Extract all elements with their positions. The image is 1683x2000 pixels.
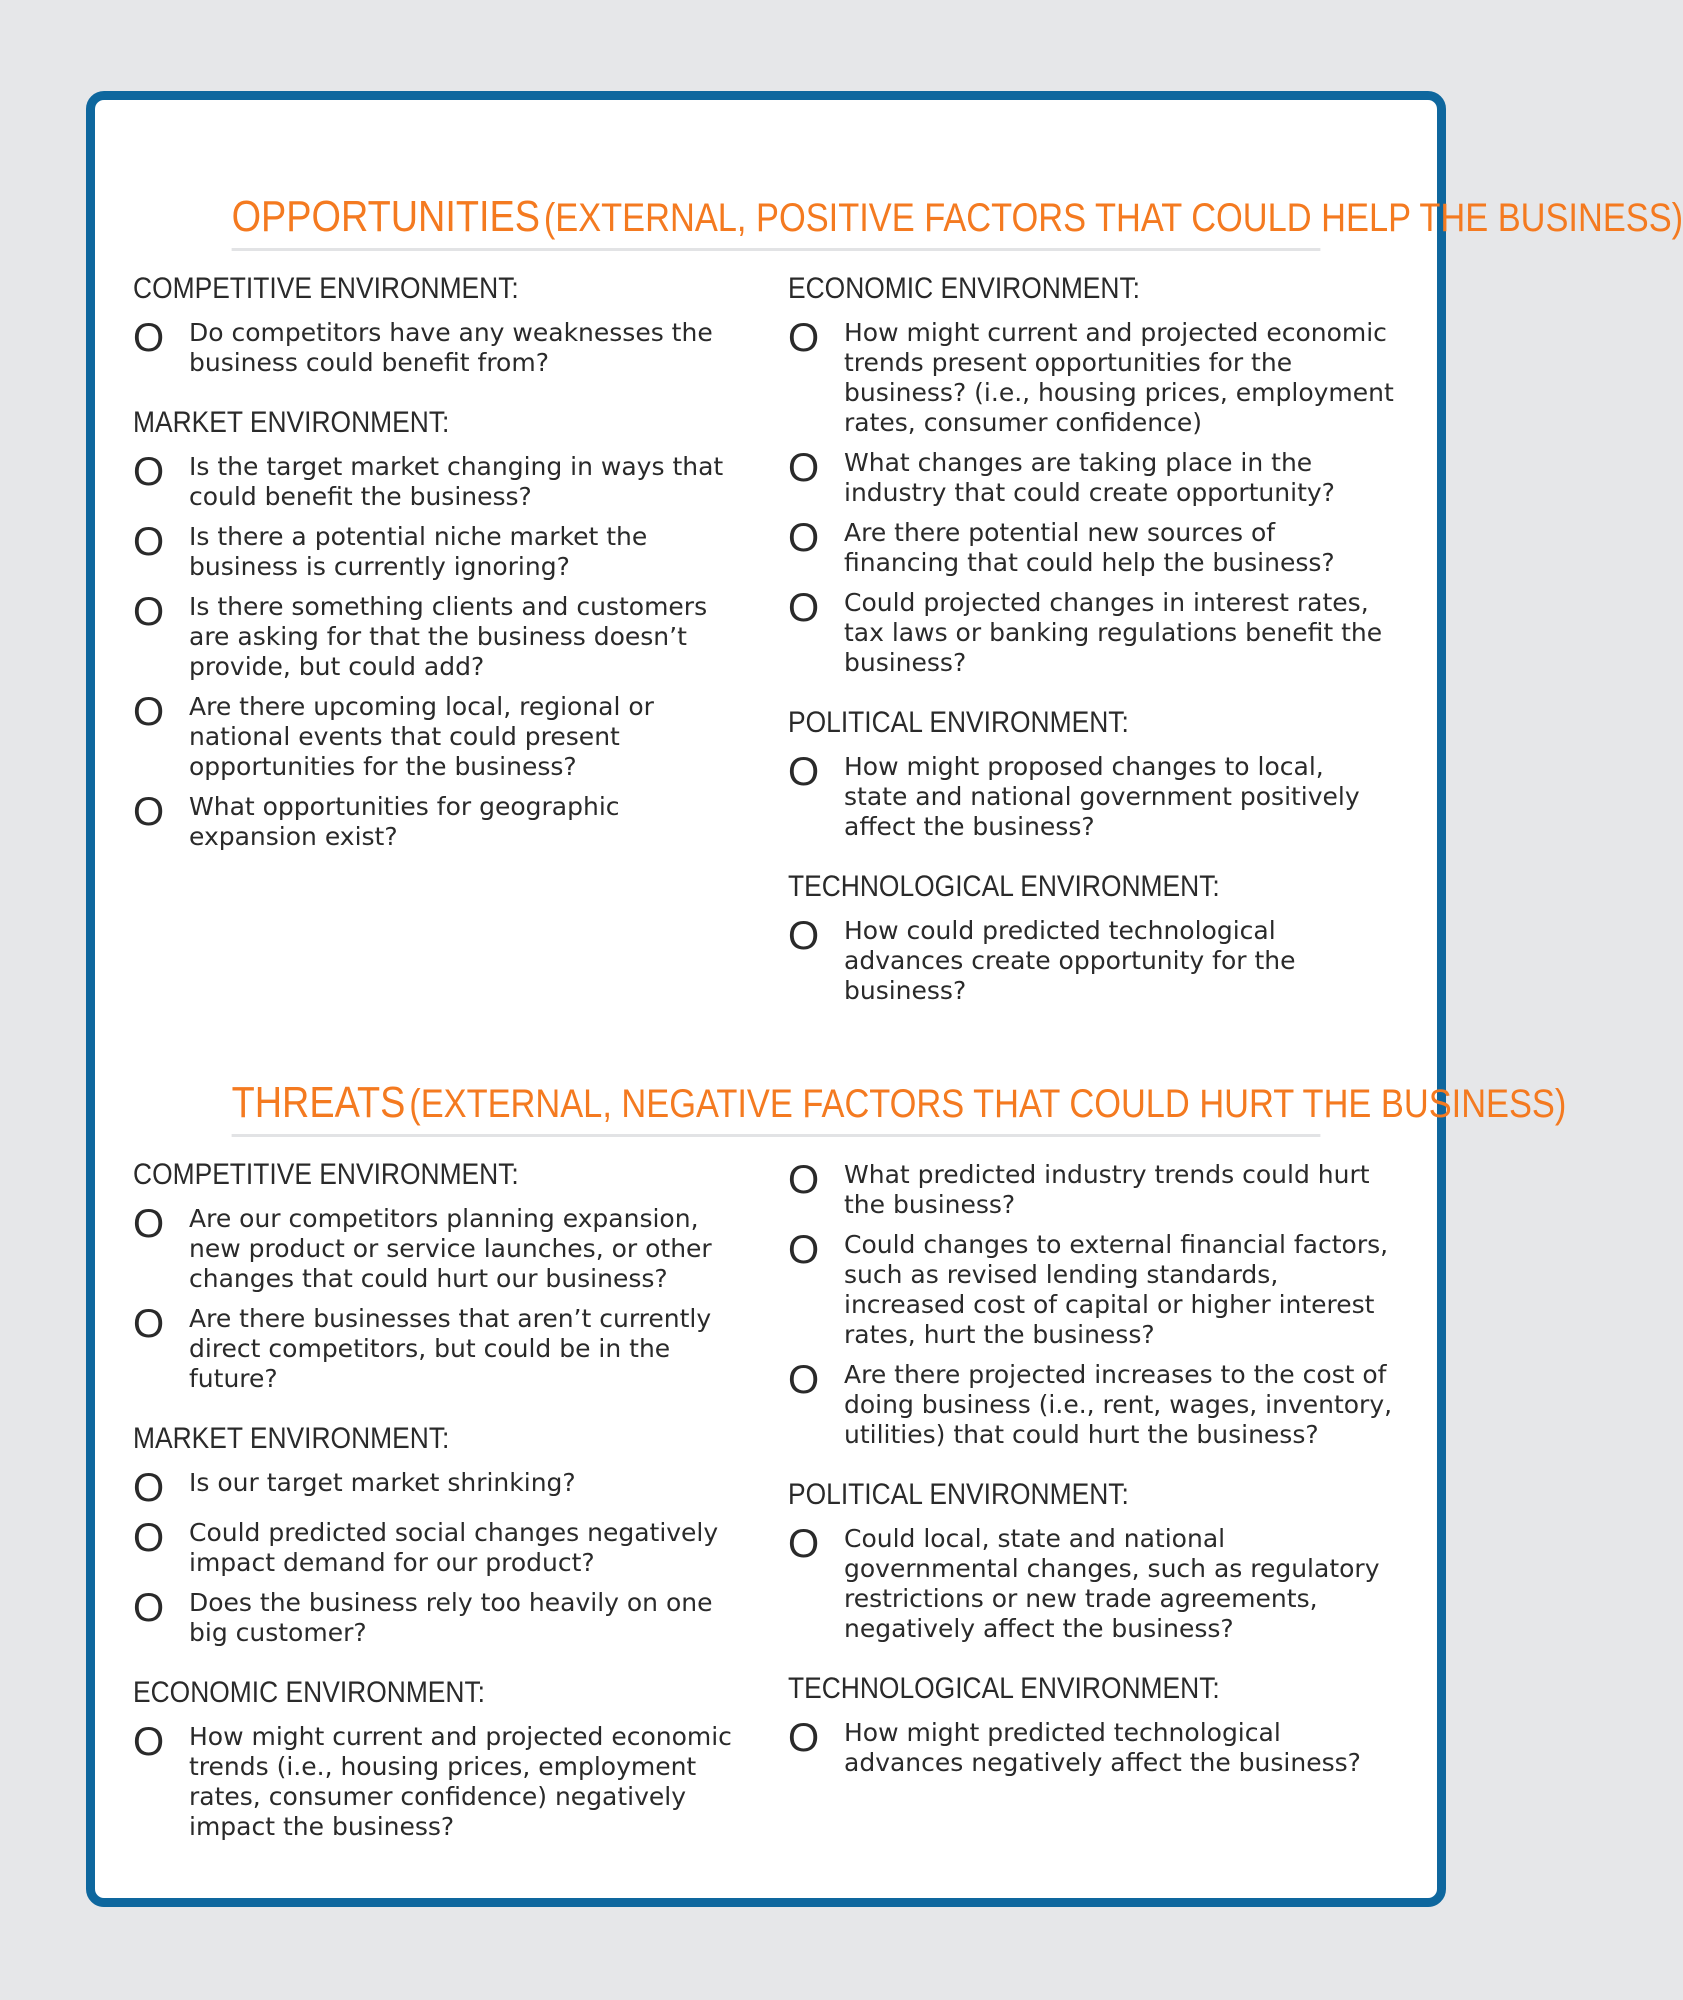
checklist-item <box>133 692 743 782</box>
checklist-item <box>133 1588 743 1648</box>
category-heading: TECHNOLOGICAL ENVIRONMENT: <box>788 1672 1220 1705</box>
category-heading: ECONOMIC ENVIRONMENT: <box>788 272 1141 305</box>
question-text: How might current and projected economic trends (i.e., housing prices, employment rates, consumer confidence) negatively impact the business? <box>189 1722 732 1841</box>
checkbox-circle-icon[interactable]: O <box>788 1358 820 1402</box>
checklist-item <box>788 518 1398 578</box>
group-spacer <box>788 1450 1398 1462</box>
question-text: Is there something clients and customers are asking for that the business doesn’t provide, but could add? <box>189 592 708 681</box>
opportunities-left-column <box>133 270 743 864</box>
group-spacer <box>788 678 1398 690</box>
category-heading: MARKET ENVIRONMENT: <box>133 1422 450 1455</box>
category-heading: COMPETITIVE ENVIRONMENT: <box>133 272 519 305</box>
checklist-item <box>133 318 743 378</box>
checklist-item <box>788 448 1398 508</box>
checkbox-circle-icon[interactable]: O <box>133 1302 165 1346</box>
checklist-item <box>133 522 743 582</box>
group-spacer <box>788 1644 1398 1656</box>
question-text: Could local, state and national governmental changes, such as regulatory restrictions or new trade agreements, negatively affect the business? <box>844 1524 1380 1643</box>
group-spacer <box>788 1778 1398 1790</box>
question-text: Are there potential new sources of financing that could help the business? <box>844 518 1335 577</box>
category-heading: TECHNOLOGICAL ENVIRONMENT: <box>788 870 1220 903</box>
question-text: Could projected changes in interest rates, tax laws or banking regulations benefit the business? <box>844 588 1383 677</box>
question-text: Do competitors have any weaknesses the business could benefit from? <box>189 318 713 377</box>
checkbox-circle-icon[interactable]: O <box>133 520 165 564</box>
opportunities-subtitle: (EXTERNAL, POSITIVE FACTORS THAT COULD HELP THE BUSINESS) <box>543 196 1683 240</box>
checkbox-circle-icon[interactable]: O <box>788 516 820 560</box>
checkbox-circle-icon[interactable]: O <box>133 1586 165 1630</box>
question-text: Are there businesses that aren’t currently direct competitors, but could be in the future? <box>189 1304 712 1393</box>
checkbox-circle-icon[interactable]: O <box>788 1716 820 1760</box>
question-text: How might predicted technological advances negatively affect the business? <box>844 1718 1361 1777</box>
checkbox-circle-icon[interactable]: O <box>788 1228 820 1272</box>
checkbox-circle-icon[interactable]: O <box>788 750 820 794</box>
question-text: Are there upcoming local, regional or national events that could present opportunities for the business? <box>189 692 654 781</box>
question-text: What opportunities for geographic expansion exist? <box>189 792 620 851</box>
checkbox-circle-icon[interactable]: O <box>133 1466 165 1510</box>
category-heading: MARKET ENVIRONMENT: <box>133 406 450 439</box>
group-spacer <box>133 852 743 864</box>
question-text: Could changes to external financial factors, such as revised lending standards, increased cost of capital or higher interest rates, hurt the business? <box>844 1230 1389 1349</box>
swot-card <box>86 91 1683 1907</box>
question-text: How might current and projected economic trends present opportunities for the business? (i.e., housing prices, employment rates, consumer confidence) <box>844 318 1394 437</box>
checkbox-circle-icon[interactable]: O <box>788 914 820 958</box>
checklist-item <box>788 1718 1398 1778</box>
checklist-item <box>133 792 743 852</box>
checkbox-circle-icon[interactable]: O <box>788 1158 820 1202</box>
checklist-item <box>788 588 1398 678</box>
checklist-item <box>133 592 743 682</box>
threats-left-column <box>133 1156 743 1854</box>
checkbox-circle-icon[interactable]: O <box>133 790 165 834</box>
threats-title: THREATS <box>231 1078 406 1127</box>
checklist-item <box>133 1204 743 1294</box>
question-text: Could predicted social changes negatively impact demand for our product? <box>189 1518 719 1577</box>
question-text: How might proposed changes to local, state and national government positively affect the business? <box>844 752 1360 841</box>
checkbox-circle-icon[interactable]: O <box>133 1720 165 1764</box>
question-text: What predicted industry trends could hurt the business? <box>844 1160 1370 1219</box>
checklist-item <box>788 1160 1398 1220</box>
threats-subtitle: (EXTERNAL, NEGATIVE FACTORS THAT COULD HURT THE BUSINESS) <box>409 1082 1567 1126</box>
checkbox-circle-icon[interactable]: O <box>788 1522 820 1566</box>
group-spacer <box>788 842 1398 854</box>
category-heading: POLITICAL ENVIRONMENT: <box>788 1478 1129 1511</box>
checkbox-circle-icon[interactable]: O <box>788 586 820 630</box>
question-text: Are there projected increases to the cost of doing business (i.e., rent, wages, inventory, utilities) that could hurt the business? <box>844 1360 1393 1449</box>
checklist-item <box>133 452 743 512</box>
checkbox-circle-icon[interactable]: O <box>788 316 820 360</box>
checklist-item <box>788 1230 1398 1350</box>
checkbox-circle-icon[interactable]: O <box>133 590 165 634</box>
opportunities-right-column <box>788 270 1398 1018</box>
checkbox-circle-icon[interactable]: O <box>133 316 165 360</box>
checklist-item <box>788 1524 1398 1644</box>
group-spacer <box>133 1648 743 1660</box>
question-text: Are our competitors planning expansion, new product or service launches, or other changes that could hurt our business? <box>189 1204 712 1293</box>
checklist-item <box>133 1722 743 1842</box>
checklist-item <box>133 1468 743 1508</box>
group-spacer <box>133 1394 743 1406</box>
checklist-item <box>788 1360 1398 1450</box>
checklist-item <box>788 318 1398 438</box>
question-text: Is there a potential niche market the business is currently ignoring? <box>189 522 648 581</box>
question-text: Is the target market changing in ways that could benefit the business? <box>189 452 724 511</box>
opportunities-title: OPPORTUNITIES <box>231 192 540 241</box>
threats-header <box>231 1078 1567 1137</box>
group-spacer <box>133 1842 743 1854</box>
threats-right-column <box>788 1150 1398 1790</box>
checklist-item <box>788 916 1398 1006</box>
question-text: How could predicted technological advances create opportunity for the business? <box>844 916 1296 1005</box>
group-spacer <box>133 378 743 390</box>
checklist-item <box>133 1518 743 1578</box>
checklist-item <box>133 1304 743 1394</box>
checkbox-circle-icon[interactable]: O <box>133 1516 165 1560</box>
question-text: Is our target market shrinking? <box>189 1468 576 1497</box>
category-heading: POLITICAL ENVIRONMENT: <box>788 706 1129 739</box>
checkbox-circle-icon[interactable]: O <box>788 446 820 490</box>
group-spacer <box>788 1006 1398 1018</box>
category-heading: COMPETITIVE ENVIRONMENT: <box>133 1158 519 1191</box>
category-heading: ECONOMIC ENVIRONMENT: <box>133 1676 486 1709</box>
opportunities-header <box>231 192 1683 251</box>
question-text: What changes are taking place in the industry that could create opportunity? <box>844 448 1335 507</box>
checkbox-circle-icon[interactable]: O <box>133 690 165 734</box>
question-text: Does the business rely too heavily on one big customer? <box>189 1588 713 1647</box>
checkbox-circle-icon[interactable]: O <box>133 450 165 494</box>
checkbox-circle-icon[interactable]: O <box>133 1202 165 1246</box>
checklist-item <box>788 752 1398 842</box>
